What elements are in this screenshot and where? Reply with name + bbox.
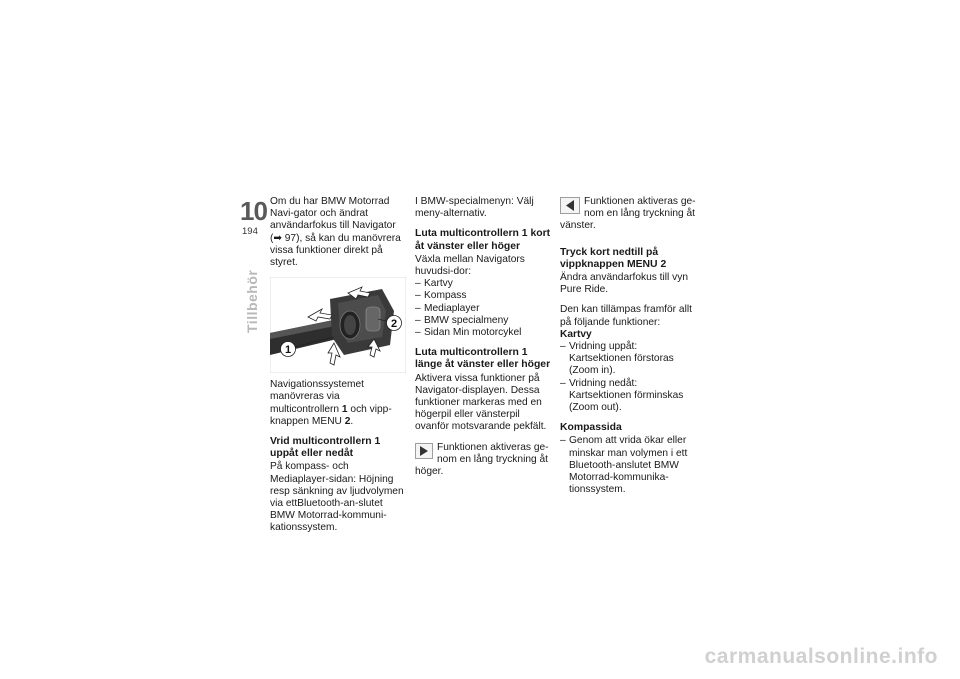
list-item: – Genom att vrida ökar eller minskar man volymen i ett Bluetooth-anslutet BMW Motorrad-kommunika-tionssystem. xyxy=(560,435,696,496)
list-item: – BMW specialmeny xyxy=(415,315,551,327)
body-paragraph: Ändra användarfokus till vyn Pure Ride. xyxy=(560,272,688,296)
caption-text: Navigationssystemet manövreras via multicontrollern xyxy=(270,379,364,415)
subheading-kompassida: Kompassida xyxy=(560,422,622,434)
note-text: Funktionen aktiveras ge-nom en lång tryckning åt vänster. xyxy=(560,196,696,232)
list-item: – Kompass xyxy=(415,290,551,302)
column-2 xyxy=(415,196,551,478)
caption-ref-2: 2 xyxy=(344,415,351,427)
main-pages-list xyxy=(415,278,551,339)
intro-paragraph: Om du har BMW Motorrad Navi-gator och ändrat användarfokus till Navigator (➡ 97), så kan du manövrera vissa funktioner direkt på styret. xyxy=(270,196,401,269)
list-item: – Sidan Min motorcykel xyxy=(415,327,551,339)
note-left xyxy=(560,196,696,233)
caption-ref-1: 1 xyxy=(341,403,348,415)
body-paragraph: Aktivera vissa funktioner på Navigator-displayen. Dessa funktioner markeras med en högerpil eller vänsterpil ovanför motsvarande pekfält. xyxy=(415,372,547,433)
section-heading: Vrid multicontrollern 1 uppåt eller nedåt xyxy=(270,436,381,460)
watermark: carmanualsonline.info xyxy=(704,645,938,668)
section-tab-label: Tillbehör xyxy=(244,269,260,333)
section-heading: Luta multicontrollern 1 kort åt vänster eller höger xyxy=(415,228,551,252)
chapter-number: 10 xyxy=(240,196,267,226)
callout-2: 2 xyxy=(390,318,398,331)
callout-1: 1 xyxy=(284,344,292,357)
figure-caption xyxy=(270,379,406,428)
page-number: 194 xyxy=(242,226,258,237)
arrow-right-icon xyxy=(415,443,433,459)
section-heading: Luta multicontrollern 1 länge åt vänster eller höger xyxy=(415,347,551,371)
body-paragraph: Den kan tillämpas framför allt på följande funktioner: xyxy=(560,304,692,328)
body-paragraph: På kompass- och Mediaplayer-sidan: Höjning resp sänkning av ljudvolymen via ettBluetooth-an-slutet BMW Motorrad-kommuni-kationssystem. xyxy=(270,461,404,534)
kompassida-list xyxy=(560,435,696,496)
list-item: – Kartvy xyxy=(415,278,551,290)
list-item: – Mediaplayer xyxy=(415,303,551,315)
column-3 xyxy=(560,196,696,504)
arrow-left-icon xyxy=(560,197,580,214)
caption-text: och vipp-knappen MENU xyxy=(270,403,392,427)
note-text: Funktionen aktiveras ge-nom en lång tryckning åt höger. xyxy=(415,441,549,478)
list-item: – Vridning nedåt: Kartsektionen förminskas (Zoom out). xyxy=(560,378,696,415)
note-right xyxy=(415,442,551,479)
body-paragraph: Växla mellan Navigators huvudsi-dor: xyxy=(415,253,525,278)
caption-text: . xyxy=(350,415,354,427)
handlebar-controls-illustration xyxy=(270,277,406,373)
section-heading: Tryck kort nedtill på vippknappen MENU 2 xyxy=(560,246,667,270)
list-item: – Vridning uppåt: Kartsektionen förstoras (Zoom in). xyxy=(560,341,696,378)
body-paragraph: I BMW-specialmenyn: Välj meny-alternativ. xyxy=(415,196,534,220)
column-1 xyxy=(270,196,406,543)
kartvy-list xyxy=(560,341,696,414)
subheading-kartvy: Kartvy xyxy=(560,328,592,340)
